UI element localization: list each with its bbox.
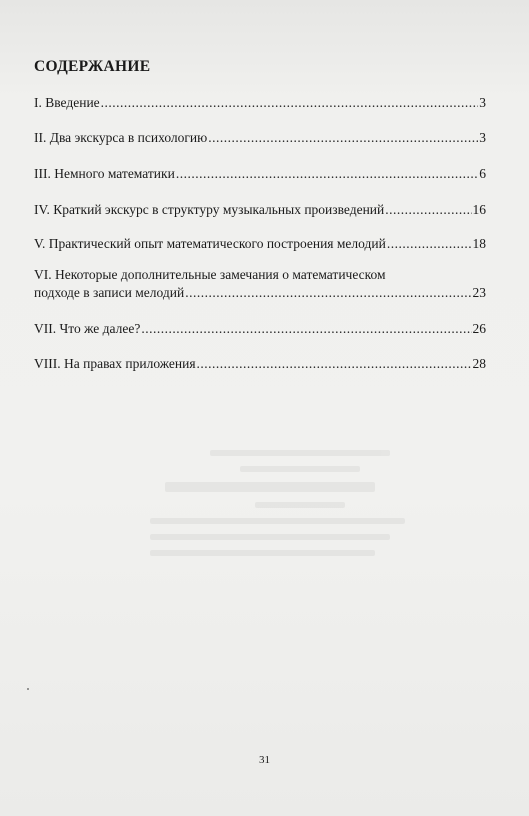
toc-entry-page: 16	[472, 202, 486, 217]
leader-dots	[185, 284, 471, 302]
toc-entry-page: 28	[472, 356, 486, 371]
toc-entry-page: 3	[479, 130, 486, 145]
leader-dots	[101, 94, 479, 112]
toc-entry[interactable]	[34, 235, 486, 253]
toc-entry-title: II. Два экскурса в психологию	[34, 130, 208, 145]
toc-entry[interactable]	[34, 201, 486, 219]
toc-entry-page: 6	[479, 166, 486, 181]
leader-dots	[141, 320, 471, 338]
toc-entry-title: III. Немного математики	[34, 166, 175, 181]
toc-entry[interactable]	[34, 165, 486, 183]
page-number: 31	[259, 754, 270, 766]
toc-entry-title: IV. Краткий экскурс в структуру музыкальных произведений	[34, 202, 385, 217]
toc-entry-page: 23	[472, 285, 486, 300]
toc-heading: СОДЕРЖАНИЕ	[34, 58, 151, 75]
toc-entry[interactable]	[34, 320, 486, 338]
toc-entry[interactable]	[34, 94, 486, 112]
toc-entry-page: 3	[479, 95, 486, 110]
leader-dots	[208, 129, 478, 147]
toc-entry-title: VII. Что же далее?	[34, 321, 141, 336]
show-through-text	[150, 440, 450, 740]
toc-entry-title: подходе в записи мелодий	[34, 285, 185, 300]
toc-entry[interactable]	[34, 129, 486, 147]
leader-dots	[197, 355, 472, 373]
toc-entry-page: 26	[472, 321, 486, 336]
toc-entry-title: VIII. На правах приложения	[34, 356, 196, 371]
toc-entry-title: I. Введение	[34, 95, 100, 110]
toc-entry-title: V. Практический опыт математического построения мелодий	[34, 236, 386, 251]
leader-dots	[387, 235, 472, 253]
toc-entry[interactable]	[34, 266, 486, 302]
leader-dots	[176, 165, 478, 183]
paper-speck	[27, 688, 29, 690]
toc-entry-title-line1: VI. Некоторые дополнительные замечания о математическом	[34, 267, 386, 282]
toc-entry-page: 18	[472, 236, 486, 251]
leader-dots	[385, 201, 471, 219]
toc-entry[interactable]	[34, 355, 486, 373]
